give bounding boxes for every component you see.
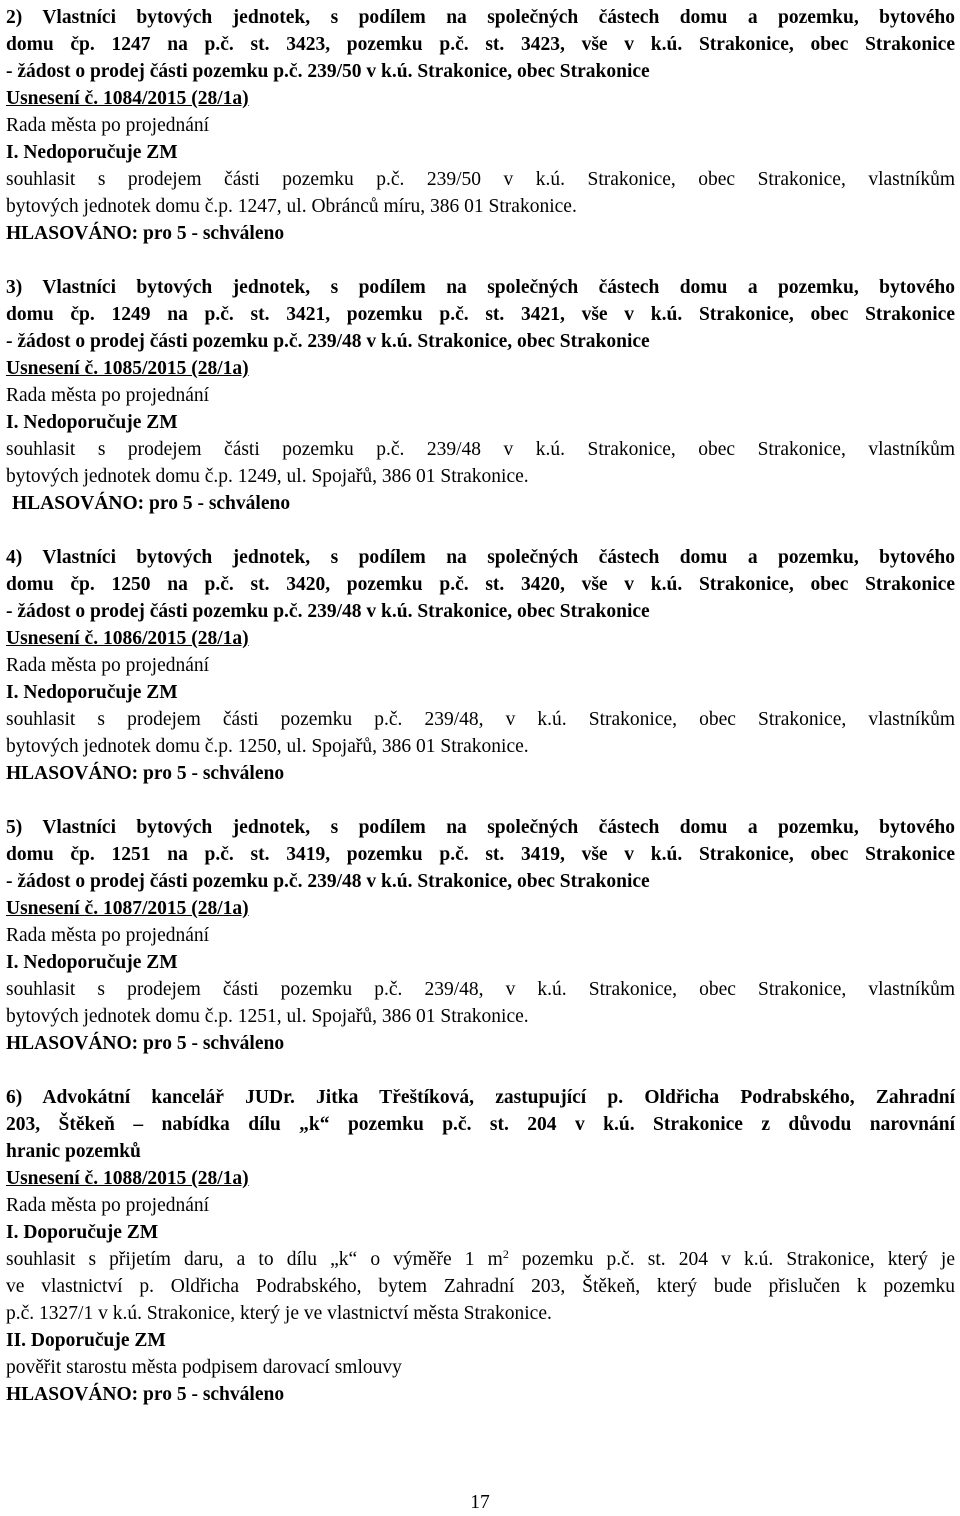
decision-label: I. Doporučuje ZM — [6, 1222, 159, 1243]
decision-text-line: souhlasit s prodejem části pozemku p.č. 239/50 v k.ú. Strakonice, obec Strakonice, vlastníkům — [6, 169, 955, 190]
agenda-item-6 — [6, 1084, 955, 1408]
item-heading-line: 4) Vlastníci bytových jednotek, s podílem na společných částech domu a pozemku, bytového — [6, 547, 955, 568]
council-note: Rada města po projednání — [6, 115, 210, 136]
resolution-number-text: Usnesení č. 1088/2015 (28/1a) — [6, 1168, 249, 1189]
resolution-number-text: Usnesení č. 1085/2015 (28/1a) — [6, 358, 249, 379]
council-note: Rada města po projednání — [6, 925, 210, 946]
decision-text-line: p.č. 1327/1 v k.ú. Strakonice, který je ve vlastnictví města Strakonice. — [6, 1303, 552, 1324]
resolution-number — [6, 1165, 955, 1192]
item-heading-line: 5) Vlastníci bytových jednotek, s podílem na společných částech domu a pozemku, bytového — [6, 817, 955, 838]
item-heading-line: - žádost o prodej části pozemku p.č. 239/50 v k.ú. Strakonice, obec Strakonice — [6, 61, 650, 82]
item-heading-line: - žádost o prodej části pozemku p.č. 239/48 v k.ú. Strakonice, obec Strakonice — [6, 601, 650, 622]
decision-text-part: souhlasit s přijetím daru, a to dílu „k“ o výměře 1 m — [6, 1249, 503, 1270]
council-note: Rada města po projednání — [6, 655, 210, 676]
decision-label: I. Nedoporučuje ZM — [6, 142, 178, 163]
agenda-item-5 — [6, 814, 955, 1057]
item-heading-line: - žádost o prodej části pozemku p.č. 239/48 v k.ú. Strakonice, obec Strakonice — [6, 331, 650, 352]
decision-label: II. Doporučuje ZM — [6, 1330, 166, 1351]
decision-text-line — [6, 1246, 955, 1273]
vote-result: HLASOVÁNO: pro 5 - schváleno — [6, 1033, 285, 1054]
decision-label: I. Nedoporučuje ZM — [6, 412, 178, 433]
superscript: 2 — [502, 1247, 509, 1261]
resolution-number — [6, 895, 955, 922]
vote-result: HLASOVÁNO: pro 5 - schváleno — [6, 223, 285, 244]
decision-text-part: pozemku p.č. st. 204 v k.ú. Strakonice, který je — [508, 1249, 956, 1270]
agenda-item-2 — [6, 4, 955, 247]
decision-text-line: pověřit starostu města podpisem darovací smlouvy — [6, 1357, 402, 1378]
council-note: Rada města po projednání — [6, 385, 210, 406]
resolution-number — [6, 625, 955, 652]
decision-text-line: ve vlastnictví p. Oldřicha Podrabského, bytem Zahradní 203, Štěkeň, který bude přislučen k pozemku — [6, 1276, 955, 1297]
item-heading-line: domu čp. 1251 na p.č. st. 3419, pozemku p.č. st. 3419, vše v k.ú. Strakonice, obec Strakonice — [6, 844, 955, 865]
vote-result: HLASOVÁNO: pro 5 - schváleno — [6, 1384, 285, 1405]
resolution-number-text: Usnesení č. 1086/2015 (28/1a) — [6, 628, 249, 649]
resolution-number-text: Usnesení č. 1084/2015 (28/1a) — [6, 88, 249, 109]
resolution-number-text: Usnesení č. 1087/2015 (28/1a) — [6, 898, 249, 919]
decision-text-line: bytových jednotek domu č.p. 1251, ul. Spojařů, 386 01 Strakonice. — [6, 1006, 529, 1027]
vote-result: HLASOVÁNO: pro 5 - schváleno — [6, 763, 285, 784]
item-heading-line: 203, Štěkeň – nabídka dílu „k“ pozemku p.č. st. 204 v k.ú. Strakonice z důvodu narovnání — [6, 1114, 955, 1135]
decision-text-line: souhlasit s prodejem části pozemku p.č. 239/48 v k.ú. Strakonice, obec Strakonice, vlastníkům — [6, 439, 955, 460]
agenda-item-4 — [6, 544, 955, 787]
council-note: Rada města po projednání — [6, 1195, 210, 1216]
item-heading-line: domu čp. 1250 na p.č. st. 3420, pozemku p.č. st. 3420, vše v k.ú. Strakonice, obec Strakonice — [6, 574, 955, 595]
decision-label: I. Nedoporučuje ZM — [6, 682, 178, 703]
decision-text-line: souhlasit s prodejem části pozemku p.č. 239/48, v k.ú. Strakonice, obec Strakonice, vlastníkům — [6, 979, 955, 1000]
decision-label: I. Nedoporučuje ZM — [6, 952, 178, 973]
item-heading-line: domu čp. 1247 na p.č. st. 3423, pozemku p.č. st. 3423, vše v k.ú. Strakonice, obec Strakonice — [6, 34, 955, 55]
item-heading-line: domu čp. 1249 na p.č. st. 3421, pozemku p.č. st. 3421, vše v k.ú. Strakonice, obec Strakonice — [6, 304, 955, 325]
decision-text-line: bytových jednotek domu č.p. 1247, ul. Obránců míru, 386 01 Strakonice. — [6, 196, 577, 217]
item-heading-line: hranic pozemků — [6, 1141, 141, 1162]
vote-result: HLASOVÁNO: pro 5 - schváleno — [12, 493, 291, 514]
item-heading-line: 2) Vlastníci bytových jednotek, s podílem na společných částech domu a pozemku, bytového — [6, 7, 955, 28]
item-heading-line: 6) Advokátní kancelář JUDr. Jitka Třeštíková, zastupující p. Oldřicha Podrabského, Zahradní — [6, 1087, 955, 1108]
resolution-number — [6, 85, 955, 112]
agenda-item-3 — [6, 274, 955, 517]
decision-text-line: souhlasit s prodejem části pozemku p.č. 239/48, v k.ú. Strakonice, obec Strakonice, vlastníkům — [6, 709, 955, 730]
decision-text-line: bytových jednotek domu č.p. 1250, ul. Spojařů, 386 01 Strakonice. — [6, 736, 529, 757]
document-page — [6, 4, 955, 1408]
decision-text-line: bytových jednotek domu č.p. 1249, ul. Spojařů, 386 01 Strakonice. — [6, 466, 529, 487]
item-heading-line: - žádost o prodej části pozemku p.č. 239/48 v k.ú. Strakonice, obec Strakonice — [6, 871, 650, 892]
resolution-number — [6, 355, 955, 382]
page-number: 17 — [470, 1492, 490, 1513]
item-heading-line: 3) Vlastníci bytových jednotek, s podílem na společných částech domu a pozemku, bytového — [6, 277, 955, 298]
